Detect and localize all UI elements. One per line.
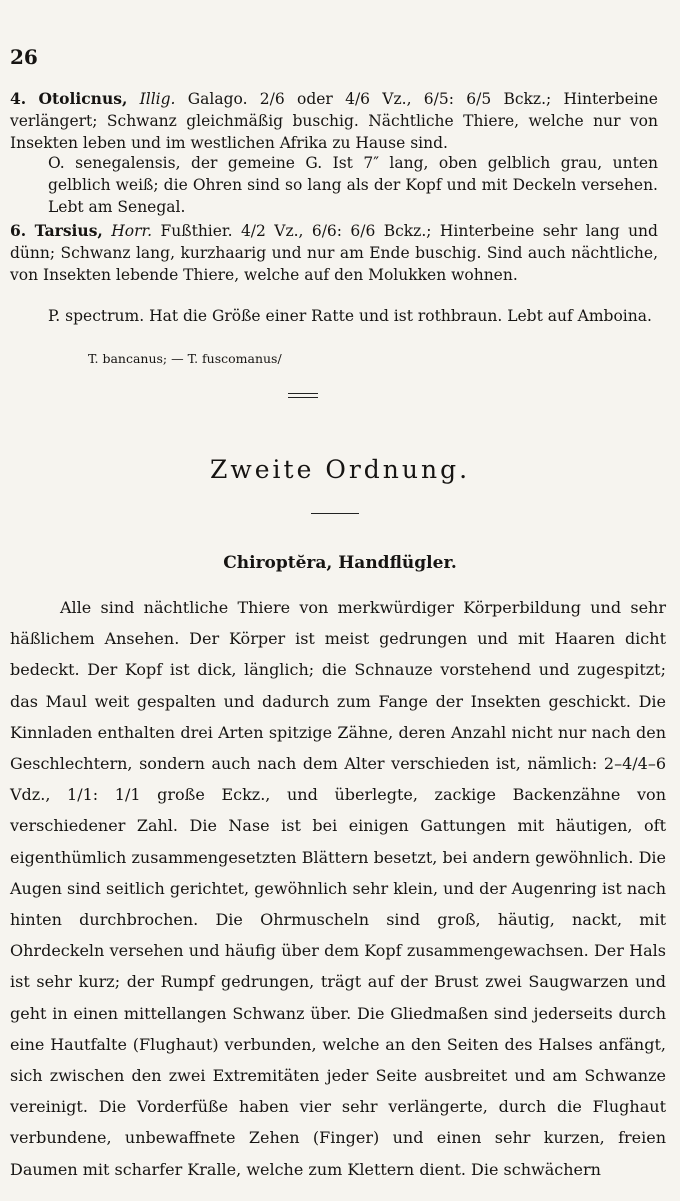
body-paragraph: Alle sind nächtliche Thiere von merkwürdiger Körperbildung und sehr häßlichem Ansehen. Der Körper ist meist gedrungen und mit Haaren dicht bedeckt. Der Kopf ist dick, länglich; die Schnauze vorstehend und zugespitzt; das Maul weit gespalten und dadurch zum Fange der Insekten geschickt. Die Kinnladen enthalten drei Arten spitzige Zähne, deren Anzahl nicht nur nach den Geschlechtern, sondern auch nach dem Alter verschieden ist, nämlich: 2–4/4–6 Vdz., 1/1: 1/1 große Eckz., und überlegte, zackige Backenzähne von verschiedener Zahl. Die Nase ist bei einigen Gattungen mit häutigen, oft eigenthümlich zusammengesetzten Blättern besetzt, bei andern gewöhnlich. Die Augen sind seitlich gerichtet, gewöhnlich sehr klein, und der Augenring ist nach hinten durchbrochen. Die Ohrmuscheln sind groß, häutig, nackt, mit Ohrdeckeln versehen und häufig über dem Kopf zusammengewachsen. Der Hals ist sehr kurz; der Rumpf gedrungen, trägt auf der Brust zwei Saugwarzen und geht in einen mittellangen Schwanz über. Die Gliedmaßen sind jederseits durch eine Hautfalte (Flughaut) verbunden, welche an den Seiten des Halses anfängt, sich zwischen den zwei Extremitäten jeder Seite ausbreitet und am Schwanze vereinigt. Die Vorderfüße haben vier sehr verlängerte, durch die Flughaut verbundene, unbewaffnete Zehen (Finger) und einen sehr kurzen, freien Daumen mit scharfer Kralle, welche zum Klettern dient. Die schwächern: [10, 598, 666, 1179]
genus-name: Tarsius,: [34, 221, 103, 240]
order-heading: Zweite Ordnung.: [209, 455, 471, 484]
order-name: Chiroptĕra, Handflügler.: [223, 553, 457, 573]
heading-divider: [311, 513, 359, 514]
section-divider: [288, 397, 318, 398]
species-entry-senegalensis: [48, 152, 658, 218]
section-divider: [288, 393, 318, 394]
species-note: T. bancanus; — T. fuscomanus/: [88, 351, 282, 366]
genus-number: 4.: [10, 89, 27, 108]
species-name: P. spectrum.: [48, 307, 145, 325]
genus-entry-otolicnus: [10, 88, 658, 154]
species-name: O. senegalensis,: [48, 154, 181, 172]
genus-name: Otolicnus,: [38, 89, 128, 108]
page-number: 26: [10, 45, 38, 69]
genus-number: 6.: [10, 221, 27, 240]
species-description: Hat die Größe einer Ratte und ist rothbraun. Lebt auf Amboina.: [149, 307, 652, 325]
genus-author: Illig.: [139, 90, 176, 108]
species-entry-spectrum: [48, 305, 658, 327]
genus-description: Galago. 2/6 oder 4/6 Vz., 6/5: 6/5 Bckz.; Hinterbeine verlängert; Schwanz gleichmäßig buschig. Nächtliche Thiere, welche nur von Insekten leben und im westlichen Afrika zu Hause sind.: [10, 90, 658, 152]
genus-author: Horr.: [111, 222, 153, 240]
species-description: der gemeine G. Ist 7″ lang, oben gelblich grau, unten gelblich weiß; die Ohren sind so lang als der Kopf und mit Deckeln versehen. Lebt am Senegal.: [48, 154, 658, 216]
genus-entry-tarsius: [10, 220, 658, 286]
genus-description: Fußthier. 4/2 Vz., 6/6: 6/6 Bckz.; Hinterbeine sehr lang und dünn; Schwanz lang, kurzhaarig und nur am Ende buschig. Sind auch nächtliche, von Insekten lebende Thiere, welche auf den Molukken wohnen.: [10, 222, 658, 284]
